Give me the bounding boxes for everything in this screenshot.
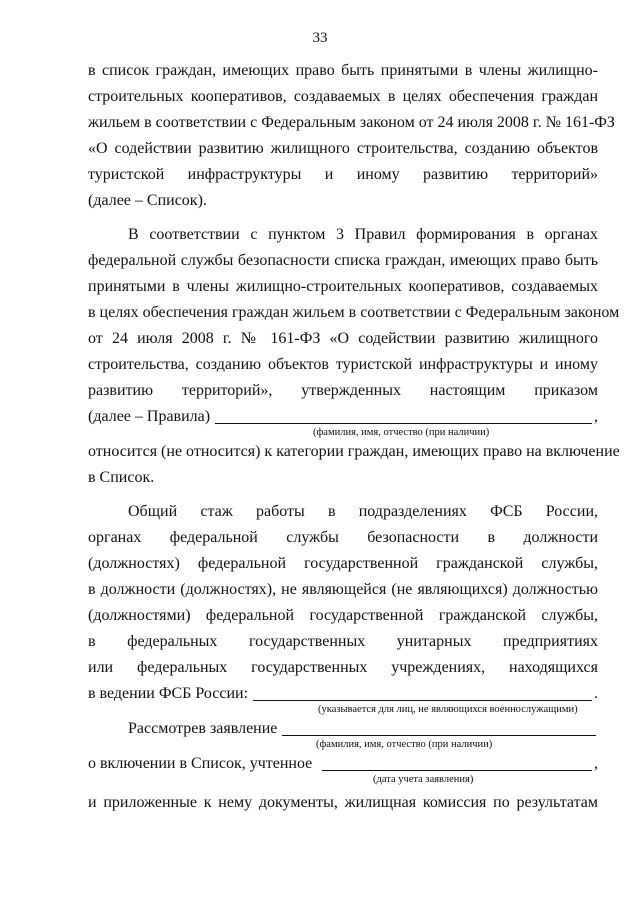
field-punctuation: ,	[594, 408, 598, 425]
date-blank-line[interactable]	[322, 770, 592, 771]
text-line: туристской инфраструктуры и иному развитию территорий»	[88, 166, 598, 183]
document-body	[88, 58, 620, 816]
field-label: (далее – Правила)	[88, 408, 211, 425]
text-line: (должностях) федеральной государственной гражданской службы,	[88, 555, 598, 572]
field-punctuation: .	[594, 685, 598, 702]
field-caption-row	[88, 774, 598, 786]
page-number: 33	[312, 30, 328, 46]
applicant-blank-line[interactable]	[282, 735, 596, 736]
text-line: относится (не относится) к категории граждан, имеющих право на включение	[88, 443, 620, 460]
text-line: строительства, созданию объектов туристской инфраструктуры и иному	[88, 356, 598, 373]
text-line: жильем в соответствии с Федеральным законом от 24 июля 2008 г. № 161-ФЗ	[88, 114, 615, 131]
field-label: Рассмотрев заявление	[128, 720, 278, 737]
field-label: о включении в Список, учтенное	[88, 755, 313, 772]
field-caption: (дата учета заявления)	[373, 774, 474, 785]
service-blank-line[interactable]	[253, 700, 592, 701]
text-line: в список граждан, имеющих право быть принятыми в члены жилищно-	[88, 62, 598, 79]
text-line: Общий стаж работы в подразделениях ФСБ России,	[128, 503, 598, 520]
text-line: (далее – Список).	[88, 192, 207, 209]
text-line: или федеральных государственных учреждениях, находящихся	[88, 659, 598, 676]
field-caption-row	[88, 427, 598, 439]
text-line: (должностями) федеральной государственной гражданской службы,	[88, 607, 598, 624]
text-line: от 24 июля 2008 г. № 161-ФЗ «О содействии развитию жилищного	[88, 330, 598, 347]
field-punctuation: ,	[594, 755, 598, 772]
field-caption: (фамилия, имя, отчество (при наличии)	[313, 427, 490, 438]
field-label: в ведении ФСБ России:	[88, 685, 249, 702]
text-line: принятыми в члены жилищно-строительных кооперативов, создаваемых	[88, 278, 598, 295]
text-line: В соответствии с пунктом 3 Правил формирования в органах	[128, 226, 598, 243]
text-line: развитию территорий», утвержденных настоящим приказом	[88, 382, 598, 399]
text-line: и приложенные к нему документы, жилищная комиссия по результатам	[88, 794, 598, 811]
text-line: в должности (должностях), не являющейся (не являющихся) должностью	[88, 581, 598, 598]
field-caption-row	[88, 739, 598, 751]
text-line: «О содействии развитию жилищного строительства, созданию объектов	[88, 140, 598, 157]
text-line: в Список.	[88, 469, 155, 486]
text-line: органах федеральной службы безопасности в должности	[88, 529, 598, 546]
field-caption: (указывается для лиц, не являющихся военнослужащими)	[318, 704, 578, 715]
text-line: строительных кооперативов, создаваемых в целях обеспечения граждан	[88, 88, 598, 105]
text-line: в федеральных государственных унитарных предприятиях	[88, 633, 598, 650]
field-caption: (фамилия, имя, отчество (при наличии)	[316, 739, 493, 750]
field-caption-row	[88, 704, 598, 716]
name-blank-line[interactable]	[215, 423, 592, 424]
text-line: в целях обеспечения граждан жильем в соответствии с Федеральным законом	[88, 304, 620, 321]
text-line: федеральной службы безопасности списка граждан, имеющих право быть	[88, 252, 598, 269]
